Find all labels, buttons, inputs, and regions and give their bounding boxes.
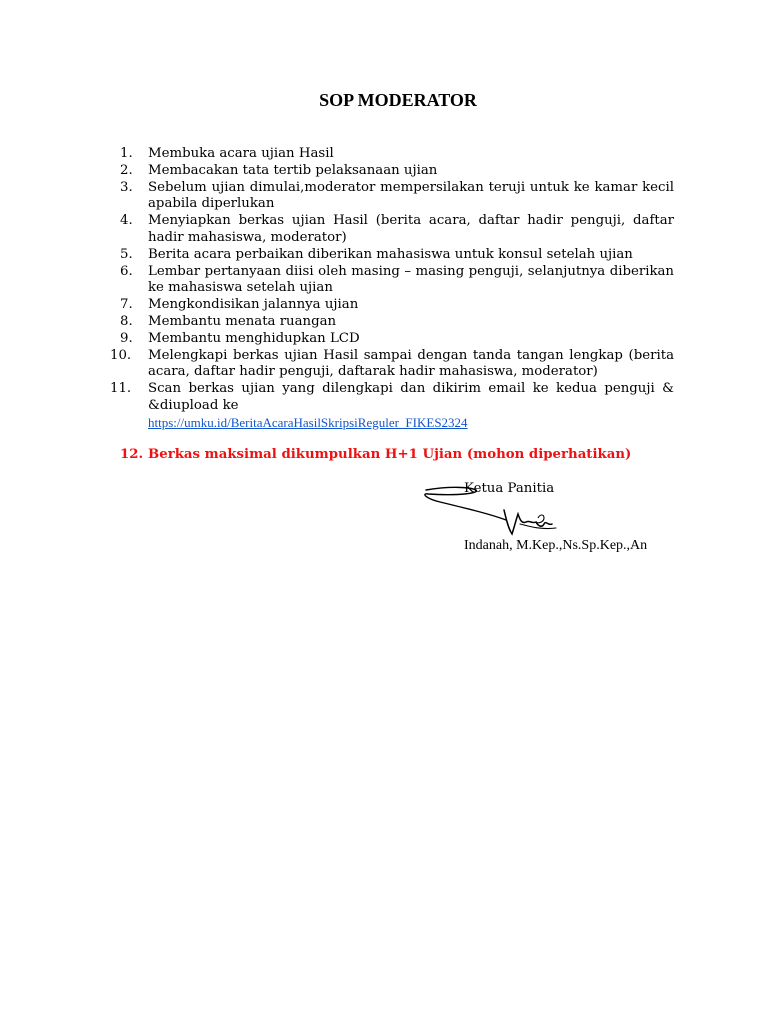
list-item-number: 1.: [120, 146, 133, 161]
list-item-number: 4.: [120, 213, 133, 229]
list-item: [110, 314, 674, 331]
list-item-number: 5.: [120, 246, 133, 262]
list-item: [110, 264, 674, 298]
list-item-text: Berita acara perbaikan diberikan mahasiswa untuk konsul setelah ujian: [148, 246, 633, 262]
deadline-notice: [120, 446, 680, 463]
list-item-text: Scan berkas ujian yang dilengkapi dan dikirim email ke kedua penguji & &diupload ke: [148, 381, 674, 413]
list-item: [110, 247, 674, 264]
list-item: [110, 297, 674, 314]
list-item-number: 9.: [120, 330, 133, 346]
list-item-text: Sebelum ujian dimulai,moderator mempersilakan teruji untuk ke kamar kecil apabila diperlukan: [148, 179, 674, 212]
list-item: [110, 348, 674, 382]
signature-role: Ketua Panitia: [464, 481, 555, 496]
list-item: [110, 381, 674, 432]
sop-list: [110, 146, 674, 433]
list-item: [110, 146, 674, 163]
list-item-number: 10.: [110, 347, 132, 363]
list-item: [110, 163, 674, 180]
list-item-text: Membuka acara ujian Hasil: [148, 146, 334, 161]
list-item-content: [148, 381, 674, 432]
list-item-text: Membantu menghidupkan LCD: [148, 330, 360, 346]
list-item: [110, 180, 674, 214]
list-item-text: Membacakan tata tertib pelaksanaan ujian: [148, 162, 438, 178]
list-item-text: Mengkondisikan jalannya ujian: [148, 297, 359, 313]
list-item-text: Melengkapi berkas ujian Hasil sampai dengan tanda tangan lengkap (berita acara, daftar hadir penguji, daftarak hadir mahasiswa, moderator): [148, 347, 674, 380]
list-item-text: Menyiapkan berkas ujian Hasil (berita acara, daftar hadir penguji, daftar hadir mahasiswa, moderator): [148, 213, 674, 245]
list-item-text: Lembar pertanyaan diisi oleh masing – masing penguji, selanjutnya diberikan ke mahasiswa setelah ujian: [148, 263, 674, 296]
list-item-text: Membantu menata ruangan: [148, 313, 337, 329]
list-item-number: 8.: [120, 313, 133, 329]
list-item-number: 12.: [120, 447, 144, 462]
document-title: SOP MODERATOR: [319, 90, 477, 110]
signature-icon: [420, 484, 560, 542]
deadline-text: Berkas maksimal dikumpulkan H+1 Ujian (mohon diperhatikan): [148, 447, 632, 462]
signatory-name: Indanah, M.Kep.,Ns.Sp.Kep.,An: [464, 538, 648, 553]
list-item: [110, 331, 674, 348]
list-item-number: 3.: [120, 179, 133, 195]
list-item-number: 2.: [120, 162, 133, 178]
list-item-number: 11.: [110, 381, 132, 397]
upload-link[interactable]: https://umku.id/BeritaAcaraHasilSkripsiReguler_FIKES2324: [148, 414, 468, 430]
list-item: [110, 213, 674, 247]
list-item-number: 7.: [120, 297, 133, 313]
list-item-number: 6.: [120, 263, 133, 279]
